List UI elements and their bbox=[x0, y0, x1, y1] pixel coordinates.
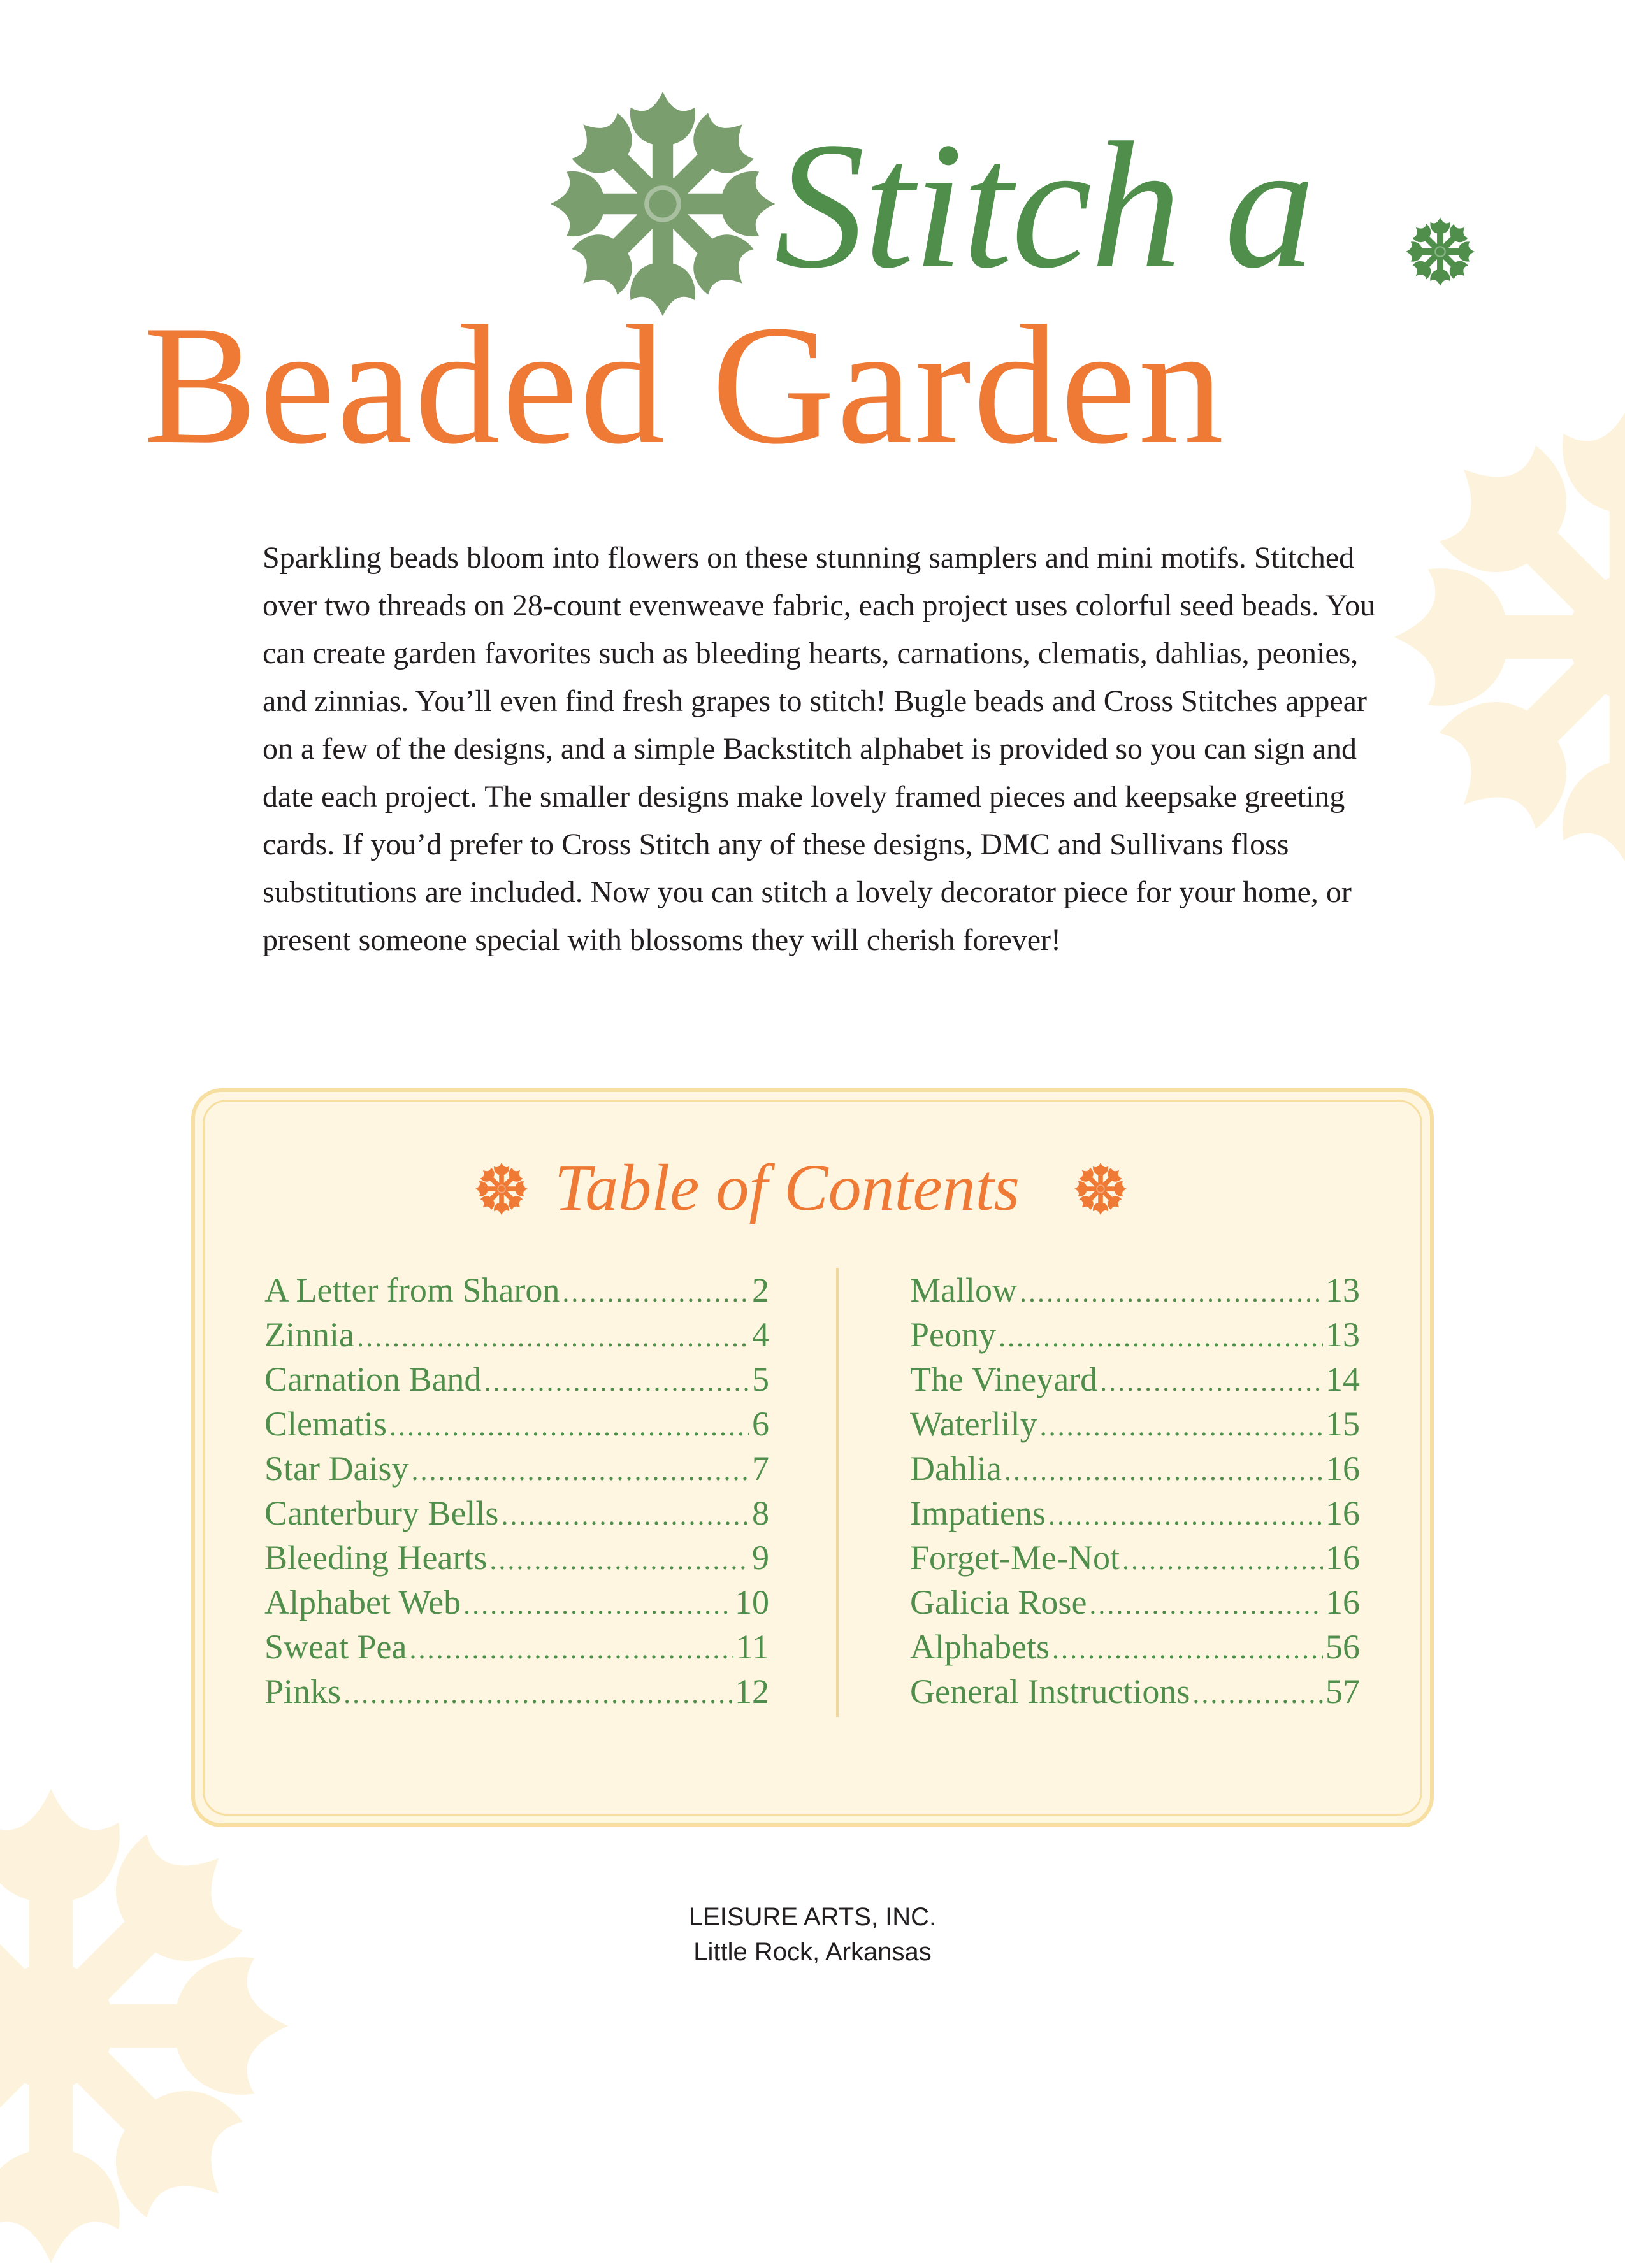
toc-column-divider bbox=[836, 1268, 839, 1717]
toc-entry-name: Dahlia bbox=[910, 1449, 1002, 1488]
toc-entry-page: 2 bbox=[752, 1271, 769, 1309]
toc-leader-dots bbox=[389, 1404, 749, 1449]
toc-leader-dots bbox=[501, 1493, 749, 1538]
toc-entry-page: 57 bbox=[1325, 1672, 1360, 1711]
toc-leader-dots bbox=[1020, 1270, 1323, 1315]
toc-entry-page: 11 bbox=[736, 1628, 769, 1666]
toc-leader-dots bbox=[409, 1627, 733, 1672]
toc-leader-dots bbox=[1040, 1404, 1323, 1449]
toc-leader-dots bbox=[463, 1583, 732, 1627]
asterisk-ornament-icon bbox=[475, 1162, 528, 1216]
toc-entry[interactable] bbox=[264, 1268, 769, 1312]
asterisk-ornament-icon bbox=[1074, 1162, 1127, 1216]
toc-leader-dots bbox=[1100, 1360, 1323, 1404]
toc-column-left bbox=[264, 1268, 769, 1714]
toc-entry[interactable] bbox=[264, 1446, 769, 1491]
toc-entry-page: 13 bbox=[1325, 1316, 1360, 1354]
toc-entry-name: Alphabets bbox=[910, 1628, 1050, 1666]
publisher-name: LEISURE ARTS, INC. bbox=[688, 1903, 937, 1931]
toc-entry-page: 16 bbox=[1325, 1449, 1360, 1488]
small-flower-icon bbox=[1405, 217, 1475, 287]
publisher-location: Little Rock, Arkansas bbox=[693, 1938, 932, 1966]
toc-entry-name: The Vineyard bbox=[910, 1360, 1098, 1398]
toc-entry[interactable] bbox=[264, 1491, 769, 1535]
title-line-2: Beaded Garden bbox=[143, 290, 1226, 479]
toc-leader-dots bbox=[411, 1449, 749, 1493]
toc-entry-name: A Letter from Sharon bbox=[264, 1271, 560, 1309]
title-line-1: Stitch a bbox=[774, 104, 1314, 306]
toc-entry-page: 6 bbox=[752, 1405, 769, 1443]
toc-entry-name: Galicia Rose bbox=[910, 1583, 1087, 1621]
toc-entry-page: 5 bbox=[752, 1360, 769, 1398]
toc-entry-name: General Instructions bbox=[910, 1672, 1190, 1711]
toc-entry[interactable] bbox=[910, 1625, 1360, 1669]
toc-leader-dots bbox=[1004, 1449, 1323, 1493]
toc-entry-name: Clematis bbox=[264, 1405, 387, 1443]
toc-leader-dots bbox=[357, 1315, 749, 1360]
publisher-block bbox=[0, 1900, 1625, 1970]
toc-entry-page: 7 bbox=[752, 1449, 769, 1488]
toc-entry-page: 10 bbox=[735, 1583, 769, 1621]
toc-entry[interactable] bbox=[910, 1580, 1360, 1625]
toc-entry[interactable] bbox=[910, 1446, 1360, 1491]
toc-leader-dots bbox=[999, 1315, 1323, 1360]
toc-entry-name: Star Daisy bbox=[264, 1449, 409, 1488]
toc-entry-name: Alphabet Web bbox=[264, 1583, 461, 1621]
toc-entry-page: 16 bbox=[1325, 1539, 1360, 1577]
toc-leader-dots bbox=[1192, 1672, 1323, 1716]
toc-leader-dots bbox=[562, 1270, 749, 1315]
toc-entry[interactable] bbox=[264, 1535, 769, 1580]
background-flower-icon bbox=[1389, 395, 1625, 879]
toc-entry-page: 14 bbox=[1325, 1360, 1360, 1398]
toc-entry[interactable] bbox=[910, 1402, 1360, 1446]
toc-entry[interactable] bbox=[264, 1580, 769, 1625]
toc-entry-name: Sweat Pea bbox=[264, 1628, 407, 1666]
toc-leader-dots bbox=[1052, 1627, 1323, 1672]
toc-entry[interactable] bbox=[264, 1357, 769, 1402]
toc-entry-page: 56 bbox=[1325, 1628, 1360, 1666]
toc-heading bbox=[0, 1147, 1625, 1230]
toc-entry[interactable] bbox=[910, 1357, 1360, 1402]
toc-entry[interactable] bbox=[910, 1268, 1360, 1312]
flower-icon bbox=[548, 89, 777, 319]
toc-entry-page: 13 bbox=[1325, 1271, 1360, 1309]
toc-entry-page: 15 bbox=[1325, 1405, 1360, 1443]
toc-entry-page: 4 bbox=[752, 1316, 769, 1354]
toc-entry-name: Pinks bbox=[264, 1672, 342, 1711]
toc-entry-name: Carnation Band bbox=[264, 1360, 482, 1398]
toc-leader-dots bbox=[1048, 1493, 1323, 1538]
toc-column-right bbox=[910, 1268, 1360, 1714]
toc-entry-name: Bleeding Hearts bbox=[264, 1539, 487, 1577]
toc-leader-dots bbox=[484, 1360, 749, 1404]
toc-entry[interactable] bbox=[910, 1669, 1360, 1714]
toc-entry-name: Zinnia bbox=[264, 1316, 354, 1354]
toc-entry[interactable] bbox=[910, 1491, 1360, 1535]
toc-entry[interactable] bbox=[264, 1625, 769, 1669]
toc-entry-name: Impatiens bbox=[910, 1494, 1046, 1532]
toc-entry-page: 8 bbox=[752, 1494, 769, 1532]
toc-leader-dots bbox=[489, 1538, 749, 1583]
toc-entry[interactable] bbox=[910, 1535, 1360, 1580]
intro-paragraph: Sparkling beads bloom into flowers on these stunning samplers and mini motifs. Stitched over two threads on 28-count evenweave fabric, each project uses colorful seed beads. You can create garden favorites such as bleeding hearts, carnations, clematis, dahlias, peonies, and zinnias. You’ll even find fresh grapes to stitch! Bugle beads and Cross Stitches appear on a few of the designs, and a simple Backstitch alphabet is provided so you can sign and date each project. The smaller designs make lovely framed pieces and keepsake greeting cards. If you’d prefer to Cross Stitch any of these designs, DMC and Sullivans floss substitutions are included. Now you can stitch a lovely decorator piece for your home, or present someone special with blossoms they will cherish forever! bbox=[263, 541, 1376, 957]
toc-entry-page: 12 bbox=[735, 1672, 769, 1711]
toc-leader-dots bbox=[343, 1672, 732, 1716]
toc-entry[interactable] bbox=[264, 1669, 769, 1714]
toc-entry-name: Peony bbox=[910, 1316, 996, 1354]
toc-entry-page: 16 bbox=[1325, 1494, 1360, 1532]
toc-entry[interactable] bbox=[264, 1402, 769, 1446]
toc-entry-name: Canterbury Bells bbox=[264, 1494, 499, 1532]
toc-entry[interactable] bbox=[910, 1312, 1360, 1357]
background-flower-icon bbox=[0, 1784, 293, 2268]
toc-title: Table of Contents bbox=[554, 1151, 1020, 1224]
toc-entry-name: Mallow bbox=[910, 1271, 1017, 1309]
toc-entry-name: Forget-Me-Not bbox=[910, 1539, 1120, 1577]
toc-entry[interactable] bbox=[264, 1312, 769, 1357]
toc-leader-dots bbox=[1122, 1538, 1323, 1583]
toc-entry-page: 16 bbox=[1325, 1583, 1360, 1621]
toc-entry-name: Waterlily bbox=[910, 1405, 1037, 1443]
toc-leader-dots bbox=[1089, 1583, 1323, 1627]
toc-entry-page: 9 bbox=[752, 1539, 769, 1577]
